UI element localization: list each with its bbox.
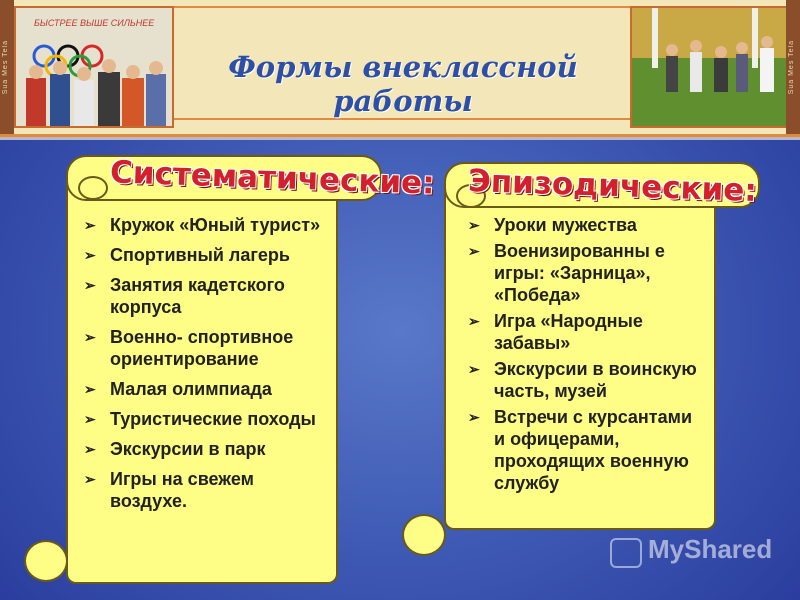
right-scroll-curl-bottom [402, 514, 446, 556]
list-item: ➢ Спортивный лагерь [84, 245, 290, 265]
arrow-bullet-icon: ➢ [84, 441, 96, 457]
list-item: ➢ Уроки мужества [468, 215, 637, 235]
arrow-bullet-icon: ➢ [84, 217, 96, 233]
left-scroll-curl-bottom [24, 540, 68, 582]
arrow-bullet-icon: ➢ [468, 409, 480, 425]
arrow-bullet-icon: ➢ [84, 381, 96, 397]
left-scroll-curl-top [78, 176, 108, 200]
list-item: ➢ Встречи с курсантами и офицерами, проходящих военную службу [468, 407, 693, 493]
arrow-bullet-icon: ➢ [468, 361, 480, 377]
list-item: ➢ Военизированны е игры: «Зарница», «Победа» [468, 241, 665, 305]
list-item: ➢ Игра «Народные забавы» [468, 311, 643, 353]
side-strip-right [786, 0, 800, 134]
list-item: ➢ Военно- спортивное ориентирование [84, 327, 294, 369]
right-heading: Эпизодические: [467, 162, 758, 210]
photo-olympic-team [14, 6, 174, 128]
arrow-bullet-icon: ➢ [84, 471, 96, 487]
list-item: ➢ Малая олимпиада [84, 379, 272, 399]
list-item: ➢ Туристические походы [84, 409, 316, 429]
left-items-list [84, 214, 334, 520]
arrow-bullet-icon: ➢ [468, 217, 480, 233]
left-heading: Систематические: [109, 154, 436, 202]
list-item: ➢ Занятия кадетского корпуса [84, 275, 285, 317]
watermark-icon [610, 538, 642, 568]
page-title: Формы внеклассной работы [228, 50, 578, 118]
side-text-left: Sua Mes Tela [2, 40, 9, 95]
photo-outdoor-games [630, 6, 788, 128]
right-items-list [468, 214, 708, 498]
side-strip-left [0, 0, 14, 134]
arrow-bullet-icon: ➢ [468, 243, 480, 259]
photo-banner-text: БЫСТРЕЕ ВЫШЕ СИЛЬНЕЕ [34, 18, 155, 28]
outdoor-photo-graphic [632, 8, 786, 126]
arrow-bullet-icon: ➢ [84, 329, 96, 345]
olympic-photo-graphic [16, 8, 172, 126]
list-item: ➢ Игры на свежем воздухе. [84, 469, 254, 511]
list-item: ➢ Экскурсии в парк [84, 439, 266, 459]
watermark-text: MyShared [648, 534, 773, 564]
arrow-bullet-icon: ➢ [84, 411, 96, 427]
list-item: ➢ Кружок «Юный турист» [84, 215, 321, 235]
arrow-bullet-icon: ➢ [468, 313, 480, 329]
arrow-bullet-icon: ➢ [84, 247, 96, 263]
side-text-right: Sua Mes Tela [788, 40, 795, 95]
header [0, 0, 800, 140]
arrow-bullet-icon: ➢ [84, 277, 96, 293]
list-item: ➢ Экскурсии в воинскую часть, музей [468, 359, 697, 401]
